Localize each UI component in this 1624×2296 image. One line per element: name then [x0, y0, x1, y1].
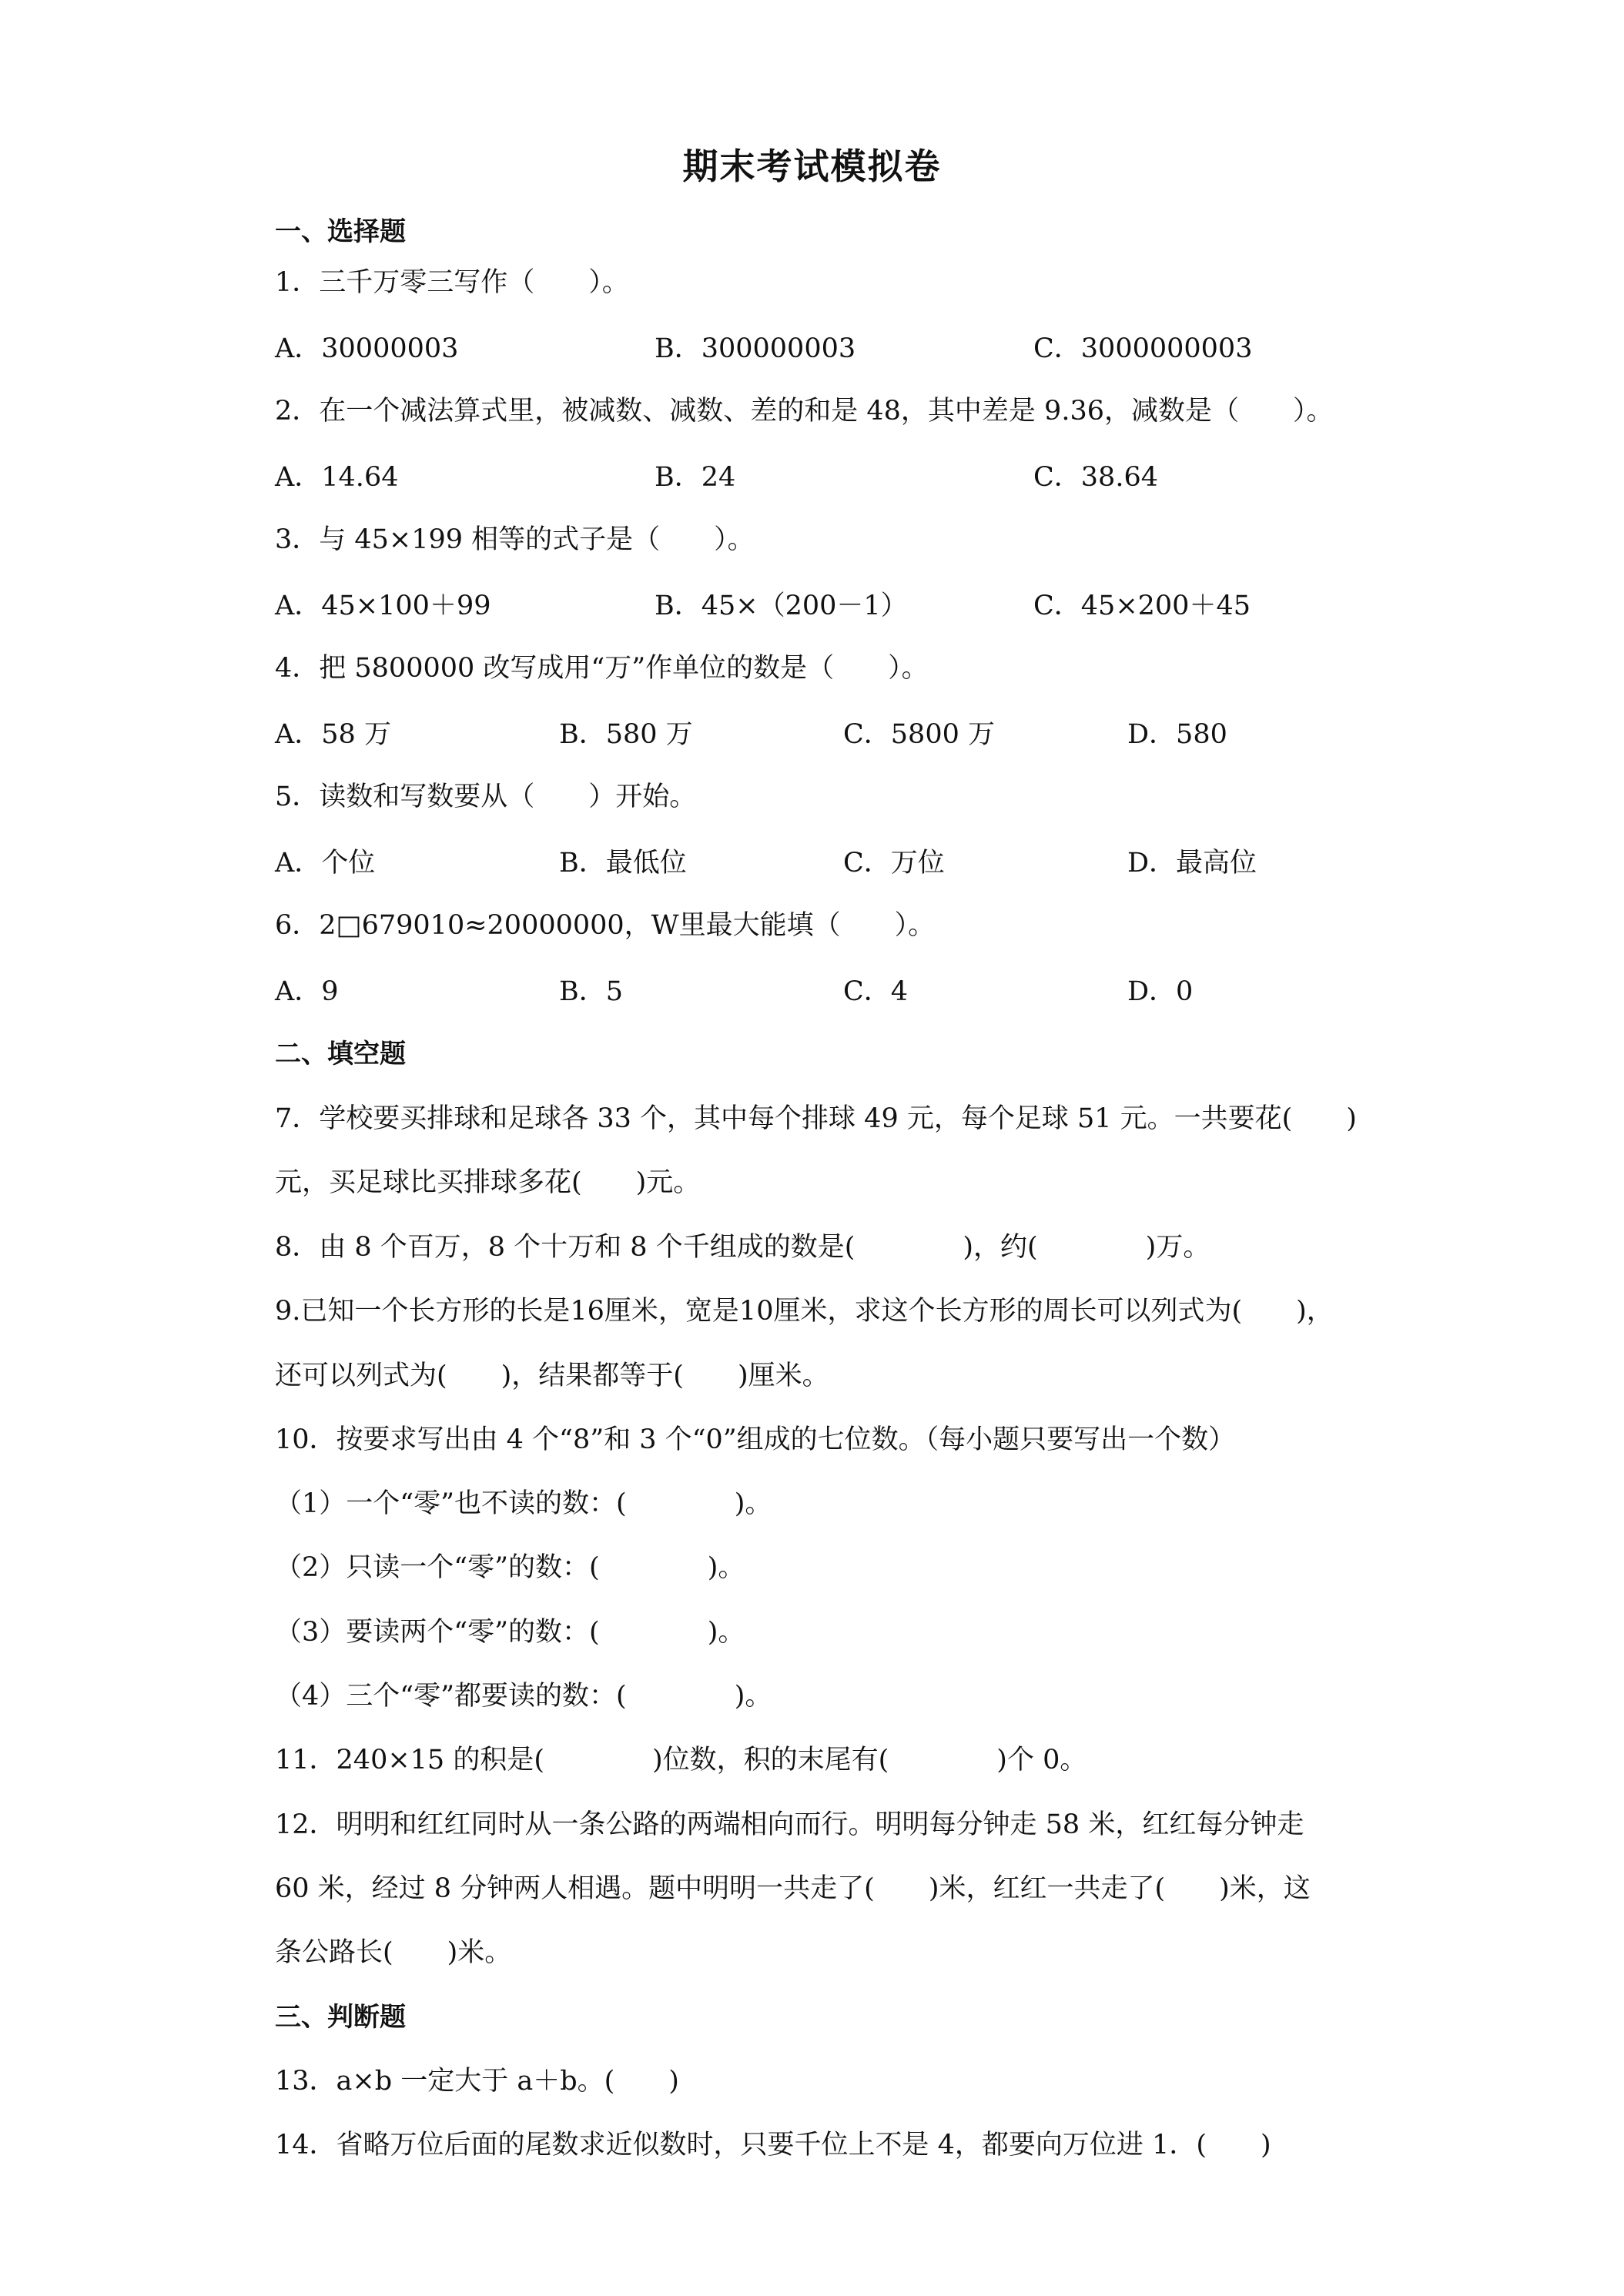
question-3-option-b: B．45×（200－1） [655, 591, 908, 621]
question-4-stem: 4．把 5800000 改写成用“万”作单位的数是（ ）。 [275, 653, 929, 684]
question-10-sub-3: （3）要读两个“零”的数：( )。 [275, 1617, 745, 1648]
question-3-option-c: C．45×200＋45 [1033, 591, 1251, 621]
question-1-option-a: A．30000003 [275, 333, 459, 364]
question-10-sub-4: （4）三个“零”都要读的数：( )。 [275, 1681, 772, 1712]
question-5-option-c: C．万位 [843, 848, 945, 879]
question-6-option-a: A．9 [275, 976, 339, 1007]
question-12-line-3: 条公路长( )米。 [275, 1937, 512, 1968]
question-1-option-b: B．300000003 [655, 333, 856, 364]
question-10-sub-2: （2）只读一个“零”的数：( )。 [275, 1552, 745, 1583]
question-12-line-1: 12．明明和红红同时从一条公路的两端相向而行。明明每分钟走 58 米，红红每分钟走 [275, 1809, 1304, 1840]
question-1-stem: 1．三千万零三写作（ ）。 [275, 267, 629, 298]
question-5-option-b: B．最低位 [559, 848, 687, 879]
question-4-option-c: C．5800 万 [843, 719, 995, 750]
section-heading-true-false: 三、判断题 [275, 2002, 406, 2033]
question-2-option-b: B．24 [655, 462, 736, 493]
question-5-stem: 5．读数和写数要从（ ）开始。 [275, 782, 697, 812]
question-6-option-b: B．5 [559, 976, 623, 1007]
question-2-stem: 2．在一个减法算式里，被减数、减数、差的和是 48，其中差是 9.36，减数是（ ）。 [275, 396, 1334, 427]
question-2-option-a: A．14.64 [275, 462, 399, 493]
question-6-option-d: D．0 [1127, 976, 1194, 1007]
question-9-line-2: 还可以列式为( )，结果都等于( )厘米。 [275, 1361, 829, 1391]
question-10-sub-1: （1）一个“零”也不读的数：( )。 [275, 1488, 772, 1519]
question-5-option-d: D．最高位 [1127, 848, 1257, 879]
question-7-line-1: 7．学校要买排球和足球各 33 个，其中每个排球 49 元，每个足球 51 元。一共要花( ) [275, 1103, 1357, 1134]
question-2-option-c: C．38.64 [1033, 462, 1158, 493]
question-6-option-c: C．4 [843, 976, 909, 1007]
question-4-option-d: D．580 [1127, 719, 1227, 750]
section-heading-choice: 一、选择题 [275, 216, 406, 247]
question-4-option-b: B．580 万 [559, 719, 693, 750]
question-7-line-2: 元，买足球比买排球多花( )元。 [275, 1167, 701, 1198]
question-14: 14．省略万位后面的尾数求近似数时，只要千位上不是 4，都要向万位进 1．( ) [275, 2130, 1271, 2160]
question-9-line-1: 9.已知一个长方形的长是16厘米，宽是10厘米，求这个长方形的周长可以列式为( )， [275, 1296, 1334, 1327]
question-4-option-a: A．58 万 [275, 719, 391, 750]
section-heading-fill-blank: 二、填空题 [275, 1039, 406, 1069]
question-1-option-c: C．3000000003 [1033, 333, 1253, 364]
question-3-option-a: A．45×100＋99 [275, 591, 491, 621]
question-12-line-2: 60 米，经过 8 分钟两人相遇。题中明明一共走了( )米，红红一共走了( )米，这 [275, 1873, 1311, 1904]
question-8: 8．由 8 个百万，8 个十万和 8 个千组成的数是( )，约( )万。 [275, 1232, 1210, 1263]
question-5-option-a: A．个位 [275, 848, 376, 879]
page-title: 期末考试模拟卷 [682, 146, 942, 187]
question-6-stem: 6．2□679010≈20000000，W里最大能填（ ）。 [275, 910, 936, 941]
question-3-stem: 3．与 45×199 相等的式子是（ ）。 [275, 524, 755, 555]
question-10-stem: 10．按要求写出由 4 个“8”和 3 个“0”组成的七位数。（每小题只要写出一个数） [275, 1424, 1236, 1455]
question-11: 11．240×15 的积是( )位数，积的末尾有( )个 0。 [275, 1745, 1087, 1776]
question-13: 13．a×b 一定大于 a＋b。( ) [275, 2066, 679, 2097]
